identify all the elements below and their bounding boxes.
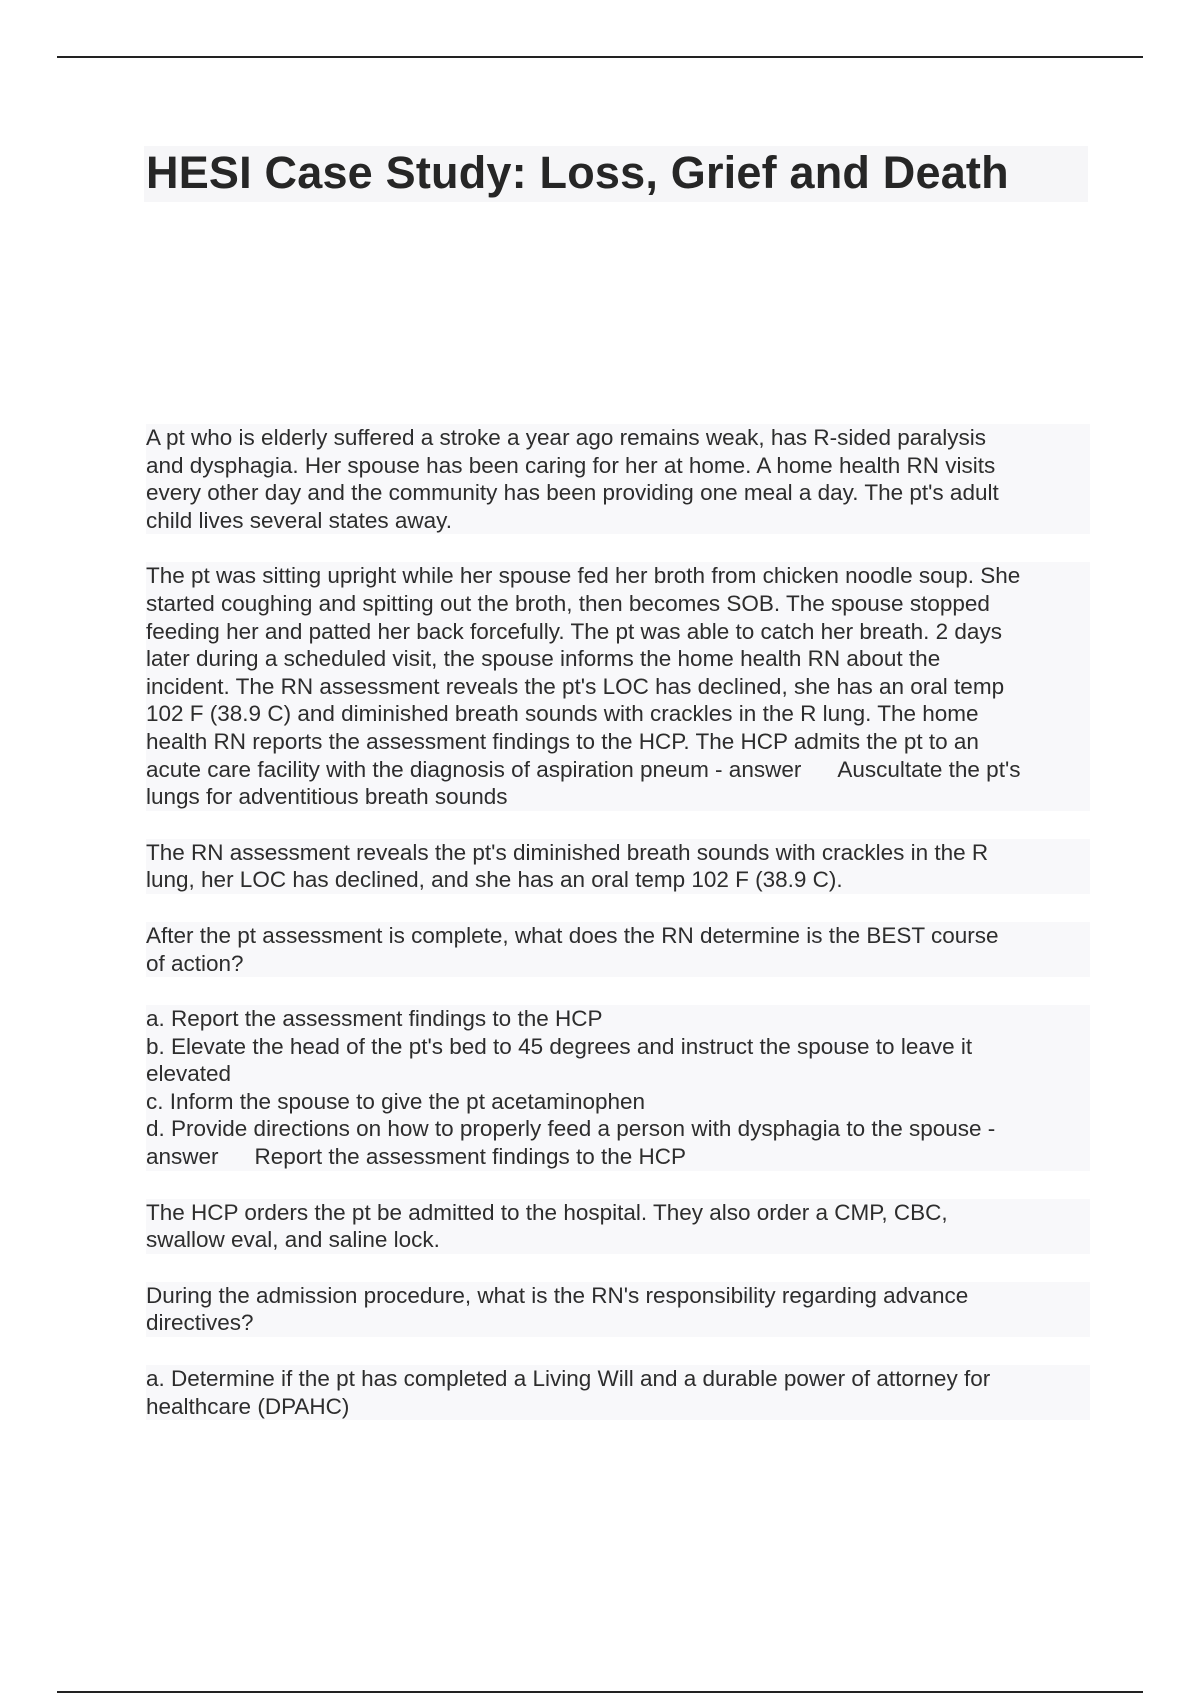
answer-text: Auscultate the pt's (837, 756, 1021, 782)
top-divider (57, 56, 1143, 58)
option-a: a. Report the assessment findings to the HCP (146, 1006, 603, 1032)
text-line: lungs for adventitious breath sounds (146, 784, 508, 810)
option-a: a. Determine if the pt has completed a Living Will and a durable power of attorney for (146, 1366, 991, 1392)
text-line: started coughing and spitting out the broth, then becomes SOB. The spouse stopped (146, 590, 990, 616)
answer-line (146, 1143, 1090, 1171)
text-line: feeding her and patted her back forcefully. The pt was able to catch her breath. 2 days (146, 618, 1002, 644)
paragraph-case-intro (146, 424, 1090, 534)
text-line: lung, her LOC has declined, and she has an oral temp 102 F (38.9 C). (146, 867, 843, 893)
document-body (146, 424, 1090, 1448)
option-d: d. Provide directions on how to properly feed a person with dysphagia to the spouse - (146, 1116, 996, 1142)
text-line: directives? (146, 1310, 254, 1336)
text-line: The RN assessment reveals the pt's diminished breath sounds with crackles in the R (146, 839, 989, 865)
paragraph-incident-question (146, 562, 1090, 810)
text-line: later during a scheduled visit, the spouse informs the home health RN about the (146, 646, 941, 672)
paragraph-options (146, 1005, 1090, 1171)
text-line: During the admission procedure, what is the RN's responsibility regarding advance (146, 1282, 969, 1308)
paragraph-assessment (146, 839, 1090, 894)
answer-text: Report the assessment findings to the HCP (254, 1144, 687, 1170)
text-line: The HCP orders the pt be admitted to the hospital. They also order a CMP, CBC, (146, 1199, 948, 1225)
page-title: HESI Case Study: Loss, Grief and Death (146, 147, 1009, 198)
option-b-continued: elevated (146, 1061, 232, 1087)
text-line: every other day and the community has been providing one meal a day. The pt's adult (146, 480, 999, 506)
option-c: c. Inform the spouse to give the pt acetaminophen (146, 1088, 646, 1114)
text-line: A pt who is elderly suffered a stroke a year ago remains weak, has R-sided paralysis (146, 425, 986, 450)
option-b: b. Elevate the head of the pt's bed to 45 degrees and instruct the spouse to leave it (146, 1033, 973, 1059)
answer-line (146, 756, 1090, 784)
question-end-text: acute care facility with the diagnosis of aspiration pneum - answer (146, 756, 802, 782)
text-line: and dysphagia. Her spouse has been caring for her at home. A home health RN visits (146, 452, 996, 478)
text-line: of action? (146, 950, 244, 976)
question-end-text: answer (146, 1144, 219, 1170)
paragraph-question-best-action (146, 922, 1090, 977)
paragraph-hcp-orders (146, 1199, 1090, 1254)
text-line: The pt was sitting upright while her spouse fed her broth from chicken noodle soup. She (146, 563, 1021, 589)
bottom-divider (57, 1691, 1143, 1693)
option-a-continued: healthcare (DPAHC) (146, 1393, 350, 1419)
text-line: 102 F (38.9 C) and diminished breath sounds with crackles in the R lung. The home (146, 701, 979, 727)
text-line: swallow eval, and saline lock. (146, 1227, 440, 1253)
paragraph-option-a-directives (146, 1365, 1090, 1420)
text-line: After the pt assessment is complete, what does the RN determine is the BEST course (146, 922, 999, 948)
text-line: health RN reports the assessment findings to the HCP. The HCP admits the pt to an (146, 728, 979, 754)
text-line: incident. The RN assessment reveals the pt's LOC has declined, she has an oral temp (146, 673, 1005, 699)
text-line: child lives several states away. (146, 507, 452, 533)
paragraph-question-advance-directives (146, 1282, 1090, 1337)
